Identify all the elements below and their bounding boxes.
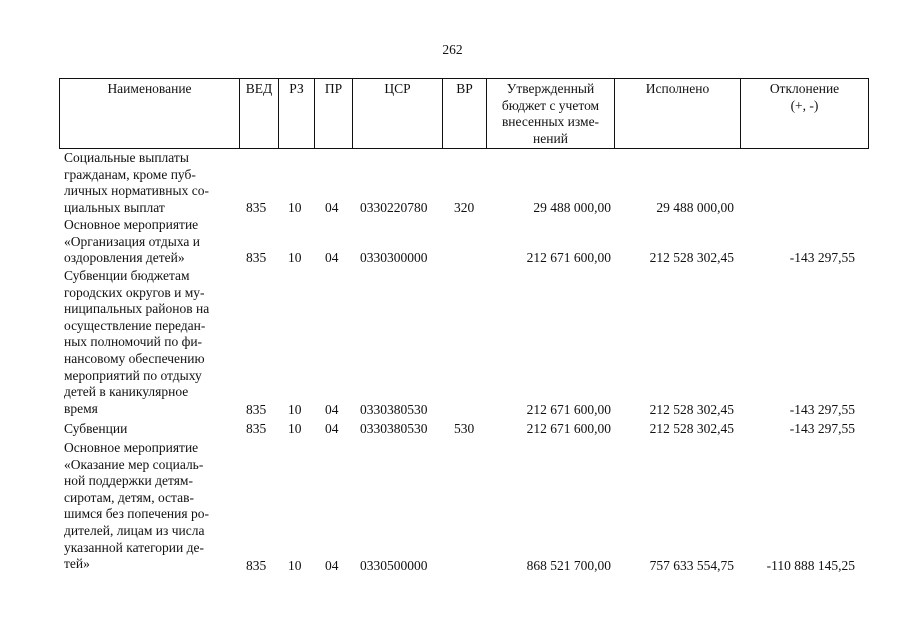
row-deviation: -143 297,55 bbox=[789, 421, 855, 437]
row-ved: 835 bbox=[246, 250, 267, 266]
row-csr: 0330500000 bbox=[360, 558, 428, 574]
row-done: 212 528 302,45 bbox=[649, 421, 734, 437]
row-rz: 10 bbox=[288, 250, 302, 266]
row-budget: 29 488 000,00 bbox=[533, 200, 611, 216]
row-budget: 868 521 700,00 bbox=[526, 558, 611, 574]
row-rz: 10 bbox=[288, 558, 302, 574]
row-ved: 835 bbox=[246, 402, 267, 418]
row-vr: 530 bbox=[454, 421, 475, 437]
row-done: 212 528 302,45 bbox=[649, 250, 734, 266]
header-pr: ПР bbox=[314, 79, 352, 148]
row-csr: 0330380530 bbox=[360, 421, 428, 437]
table-row bbox=[0, 421, 905, 438]
row-done: 212 528 302,45 bbox=[649, 402, 734, 418]
row-rz: 10 bbox=[288, 421, 302, 437]
header-vr: ВР bbox=[442, 79, 486, 148]
table-row bbox=[0, 150, 905, 217]
row-deviation: -143 297,55 bbox=[789, 250, 855, 266]
table-row bbox=[0, 217, 905, 267]
header-deviation: Отклонение (+, -) bbox=[740, 79, 868, 148]
table-row bbox=[0, 440, 905, 575]
row-csr: 0330380530 bbox=[360, 402, 428, 418]
row-name: Основное мероприятие «Оказание мер социаль- ной поддержки детям- сиротам, детям, остав- шимся без попечения ро- дителей, лицам из числа указанной категории де- тей» bbox=[64, 440, 209, 572]
row-done: 757 633 554,75 bbox=[649, 558, 734, 574]
row-name: Основное мероприятие «Организация отдыха и оздоровления детей» bbox=[64, 217, 200, 266]
row-pr: 04 bbox=[325, 402, 339, 418]
row-csr: 0330300000 bbox=[360, 250, 428, 266]
row-name: Субвенции бюджетам городских округов и му- ниципальных районов на осуществление передан- ных полномочий по фи- нансовому обеспечению мероприятий по отдыху детей в каникулярное время bbox=[64, 268, 210, 416]
row-ved: 835 bbox=[246, 421, 267, 437]
row-budget: 212 671 600,00 bbox=[526, 402, 611, 418]
table-header bbox=[59, 78, 869, 149]
header-ved: ВЕД bbox=[239, 79, 278, 148]
header-budget: Утвержденный бюджет с учетом внесенных изме- нений bbox=[486, 79, 614, 148]
header-csr: ЦСР bbox=[352, 79, 442, 148]
row-budget: 212 671 600,00 bbox=[526, 421, 611, 437]
row-pr: 04 bbox=[325, 558, 339, 574]
row-deviation: -143 297,55 bbox=[789, 402, 855, 418]
table-row bbox=[0, 268, 905, 419]
row-pr: 04 bbox=[325, 250, 339, 266]
row-ved: 835 bbox=[246, 558, 267, 574]
header-rz: РЗ bbox=[278, 79, 314, 148]
row-budget: 212 671 600,00 bbox=[526, 250, 611, 266]
row-vr: 320 bbox=[454, 200, 475, 216]
row-pr: 04 bbox=[325, 421, 339, 437]
header-name: Наименование bbox=[107, 81, 192, 96]
header-done: Исполнено bbox=[614, 79, 740, 148]
row-rz: 10 bbox=[288, 402, 302, 418]
row-done: 29 488 000,00 bbox=[656, 200, 734, 216]
row-name: Субвенции bbox=[64, 421, 128, 436]
row-csr: 0330220780 bbox=[360, 200, 428, 216]
row-pr: 04 bbox=[325, 200, 339, 216]
row-name: Социальные выплаты гражданам, кроме пуб- личных нормативных со- циальных выплат bbox=[64, 150, 209, 215]
row-rz: 10 bbox=[288, 200, 302, 216]
page-number: 262 bbox=[442, 42, 463, 57]
row-deviation: -110 888 145,25 bbox=[766, 558, 855, 574]
row-ved: 835 bbox=[246, 200, 267, 216]
